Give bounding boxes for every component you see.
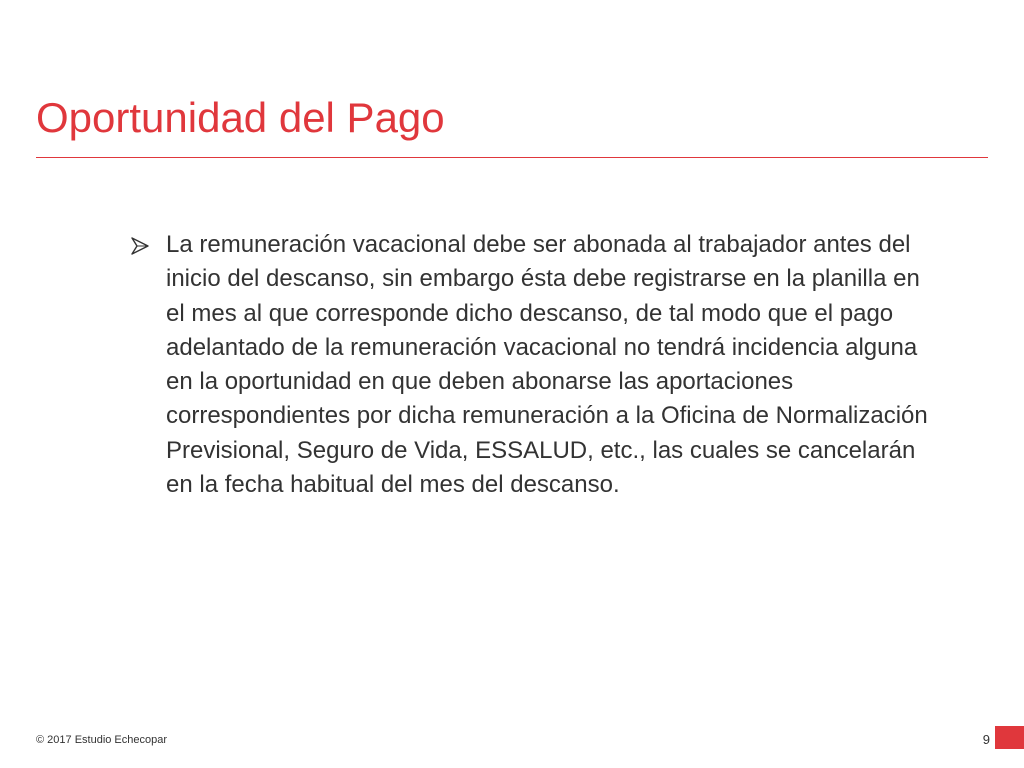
footer-copyright: © 2017 Estudio Echecopar <box>36 734 168 746</box>
corner-accent-block <box>995 726 1024 749</box>
slide-title: Oportunidad del Pago <box>36 94 445 141</box>
bullet-text: La remuneración vacacional debe ser abonada al trabajador antes del inicio del descanso, sin embargo ésta debe registrarse en la planilla en el mes al que corresponde dicho descanso, de tal modo que el pago adelantado de la remuneración vacacional no tendrá incidencia alguna en la oportunidad en que deben abonarse las aportaciones correspondientes por dicha remuneración a la Oficina de Normalización Previsional, Seguro de Vida, ESSALUD, etc., las cuales se cancelarán en la fecha habitual del mes del descanso. <box>166 231 928 499</box>
title-underline <box>36 157 988 158</box>
page-number: 9 <box>982 732 990 747</box>
arrowhead-bullet-icon <box>130 236 150 256</box>
bullet-item <box>130 228 930 502</box>
